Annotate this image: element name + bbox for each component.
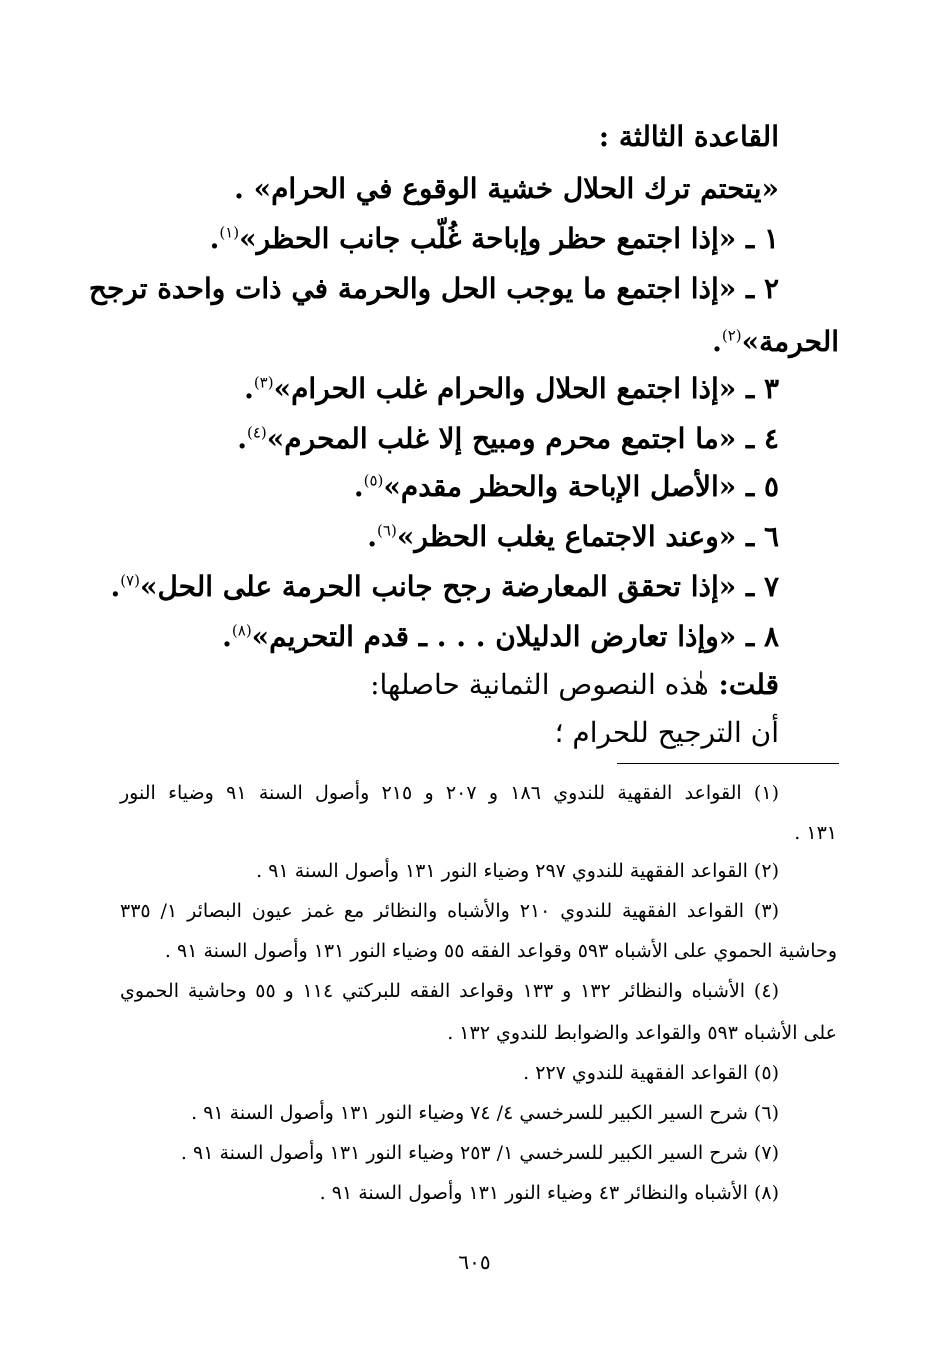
footnote-7: (٧) شرح السير الكبير للسرخسي ١/ ٢٥٣ وضياء النور ١٣١ وأصول السنة ٩١ . <box>180 1142 779 1164</box>
rule-item-3 <box>244 372 779 405</box>
footnote-1-continued: . ١٣١ <box>794 822 837 844</box>
footnote-6: (٦) شرح السير الكبير للسرخسي ٤/ ٧٤ وضياء النور ١٣١ وأصول السنة ٩١ . <box>191 1102 779 1124</box>
rule-item-8 <box>222 620 779 653</box>
rule-item-tail: . <box>222 620 232 653</box>
rule-item-text: ٢ ـ «إذا اجتمع ما يوجب الحل والحرمة في ذات واحدة ترجح <box>88 272 779 305</box>
rule-item-tail: . <box>244 372 254 405</box>
footnote-1: (١) القواعد الفقهية للندوي ١٨٦ و ٢٠٧ و ٢١٥ وأصول السنة ٩١ وضياء النور <box>120 782 779 804</box>
rule-item-text: ٣ ـ «إذا اجتمع الحلال والحرام غلب الحرام» <box>273 372 779 405</box>
rule-item-tail: . <box>237 422 247 455</box>
rule-item-text: ٨ ـ «وإذا تعارض الدليلان . . . ـ قدم التحريم» <box>251 620 779 653</box>
footnote-5: (٥) القواعد الفقهية للندوي ٢٢٧ . <box>523 1062 779 1084</box>
conclusion-line: أن الترجيح للحرام ؛ <box>554 716 779 749</box>
footnote-ref: (٨) <box>231 621 252 640</box>
rule-item-text: ٤ ـ «ما اجتمع محرم ومبيح إلا غلب المحرم» <box>266 422 779 455</box>
page-number: ٦٠٥ <box>458 1250 491 1274</box>
footnote-ref: (٦) <box>377 521 397 540</box>
footnote-3-continued: وحاشية الحموي على الأشباه ٥٩٣ وقواعد الفقه ٥٥ وضياء النور ١٣١ وأصول السنة ٩١ . <box>164 940 837 962</box>
footnote-ref: (١) <box>219 223 240 242</box>
footnote-ref: (٣) <box>253 373 274 392</box>
rule-item-1 <box>210 222 779 255</box>
rule-item-tail: . <box>110 570 121 603</box>
rule-item-tail: . <box>353 470 364 503</box>
footnote-ref: (٧) <box>120 571 140 590</box>
rule-statement <box>234 172 779 205</box>
footnote-3: (٣) القواعد الفقهية للندوي ٢١٠ والأشباه والنظائر مع غمز عيون البصائر ١/ ٣٣٥ <box>120 900 779 922</box>
rule-heading: القاعدة الثالثة : <box>598 120 779 153</box>
rule-item-2 <box>88 272 779 305</box>
remark-label: قلت: <box>718 668 779 701</box>
rule-item-text: ٥ ـ «الأصل الإباحة والحظر مقدم» <box>383 470 779 503</box>
rule-item-2-continued <box>712 325 839 358</box>
rule-item-text: ٦ ـ «وعند الاجتماع يغلب الحظر» <box>396 520 779 553</box>
rule-item-4 <box>237 422 779 455</box>
footnote-ref: (٢) <box>721 326 742 345</box>
footnote-ref: (٥) <box>363 471 384 490</box>
rule-item-5 <box>354 470 779 503</box>
footnote-2: (٢) القواعد الفقهية للندوي ٢٩٧ وضياء النور ١٣١ وأصول السنة ٩١ . <box>256 860 779 882</box>
author-remark <box>370 668 779 701</box>
rule-item-text: ١ ـ «إذا اجتمع حظر وإباحة غُلّب جانب الحظر» <box>239 222 779 255</box>
remark-text: هٰذه النصوص الثمانية حاصلها: <box>370 668 709 701</box>
rule-item-text: الحرمة» <box>741 325 839 358</box>
footnote-separator <box>617 763 839 764</box>
rule-item-7 <box>110 570 779 603</box>
footnote-ref: (٤) <box>246 423 267 442</box>
rule-statement-text: «يتحتم ترك الحلال خشية الوقوع في الحرام» . <box>234 172 779 205</box>
footnote-8: (٨) الأشباه والنظائر ٤٣ وضياء النور ١٣١ وأصول السنة ٩١ . <box>319 1182 779 1204</box>
rule-item-text: ٧ ـ «إذا تحقق المعارضة رجح جانب الحرمة على الحل» <box>139 570 779 603</box>
footnote-4: (٤) الأشباه والنظائر ١٣٢ و ١٣٣ وقواعد الفقه للبركتي ١١٤ و ٥٥ وحاشية الحموي <box>120 980 779 1002</box>
rule-item-tail: . <box>209 222 220 255</box>
rule-item-tail: . <box>367 520 378 553</box>
rule-item-6 <box>367 520 779 553</box>
rule-item-tail: . <box>712 325 722 358</box>
footnote-4-continued: على الأشباه ٥٩٣ والقواعد والضوابط للندوي ١٣٢ . <box>447 1022 837 1044</box>
